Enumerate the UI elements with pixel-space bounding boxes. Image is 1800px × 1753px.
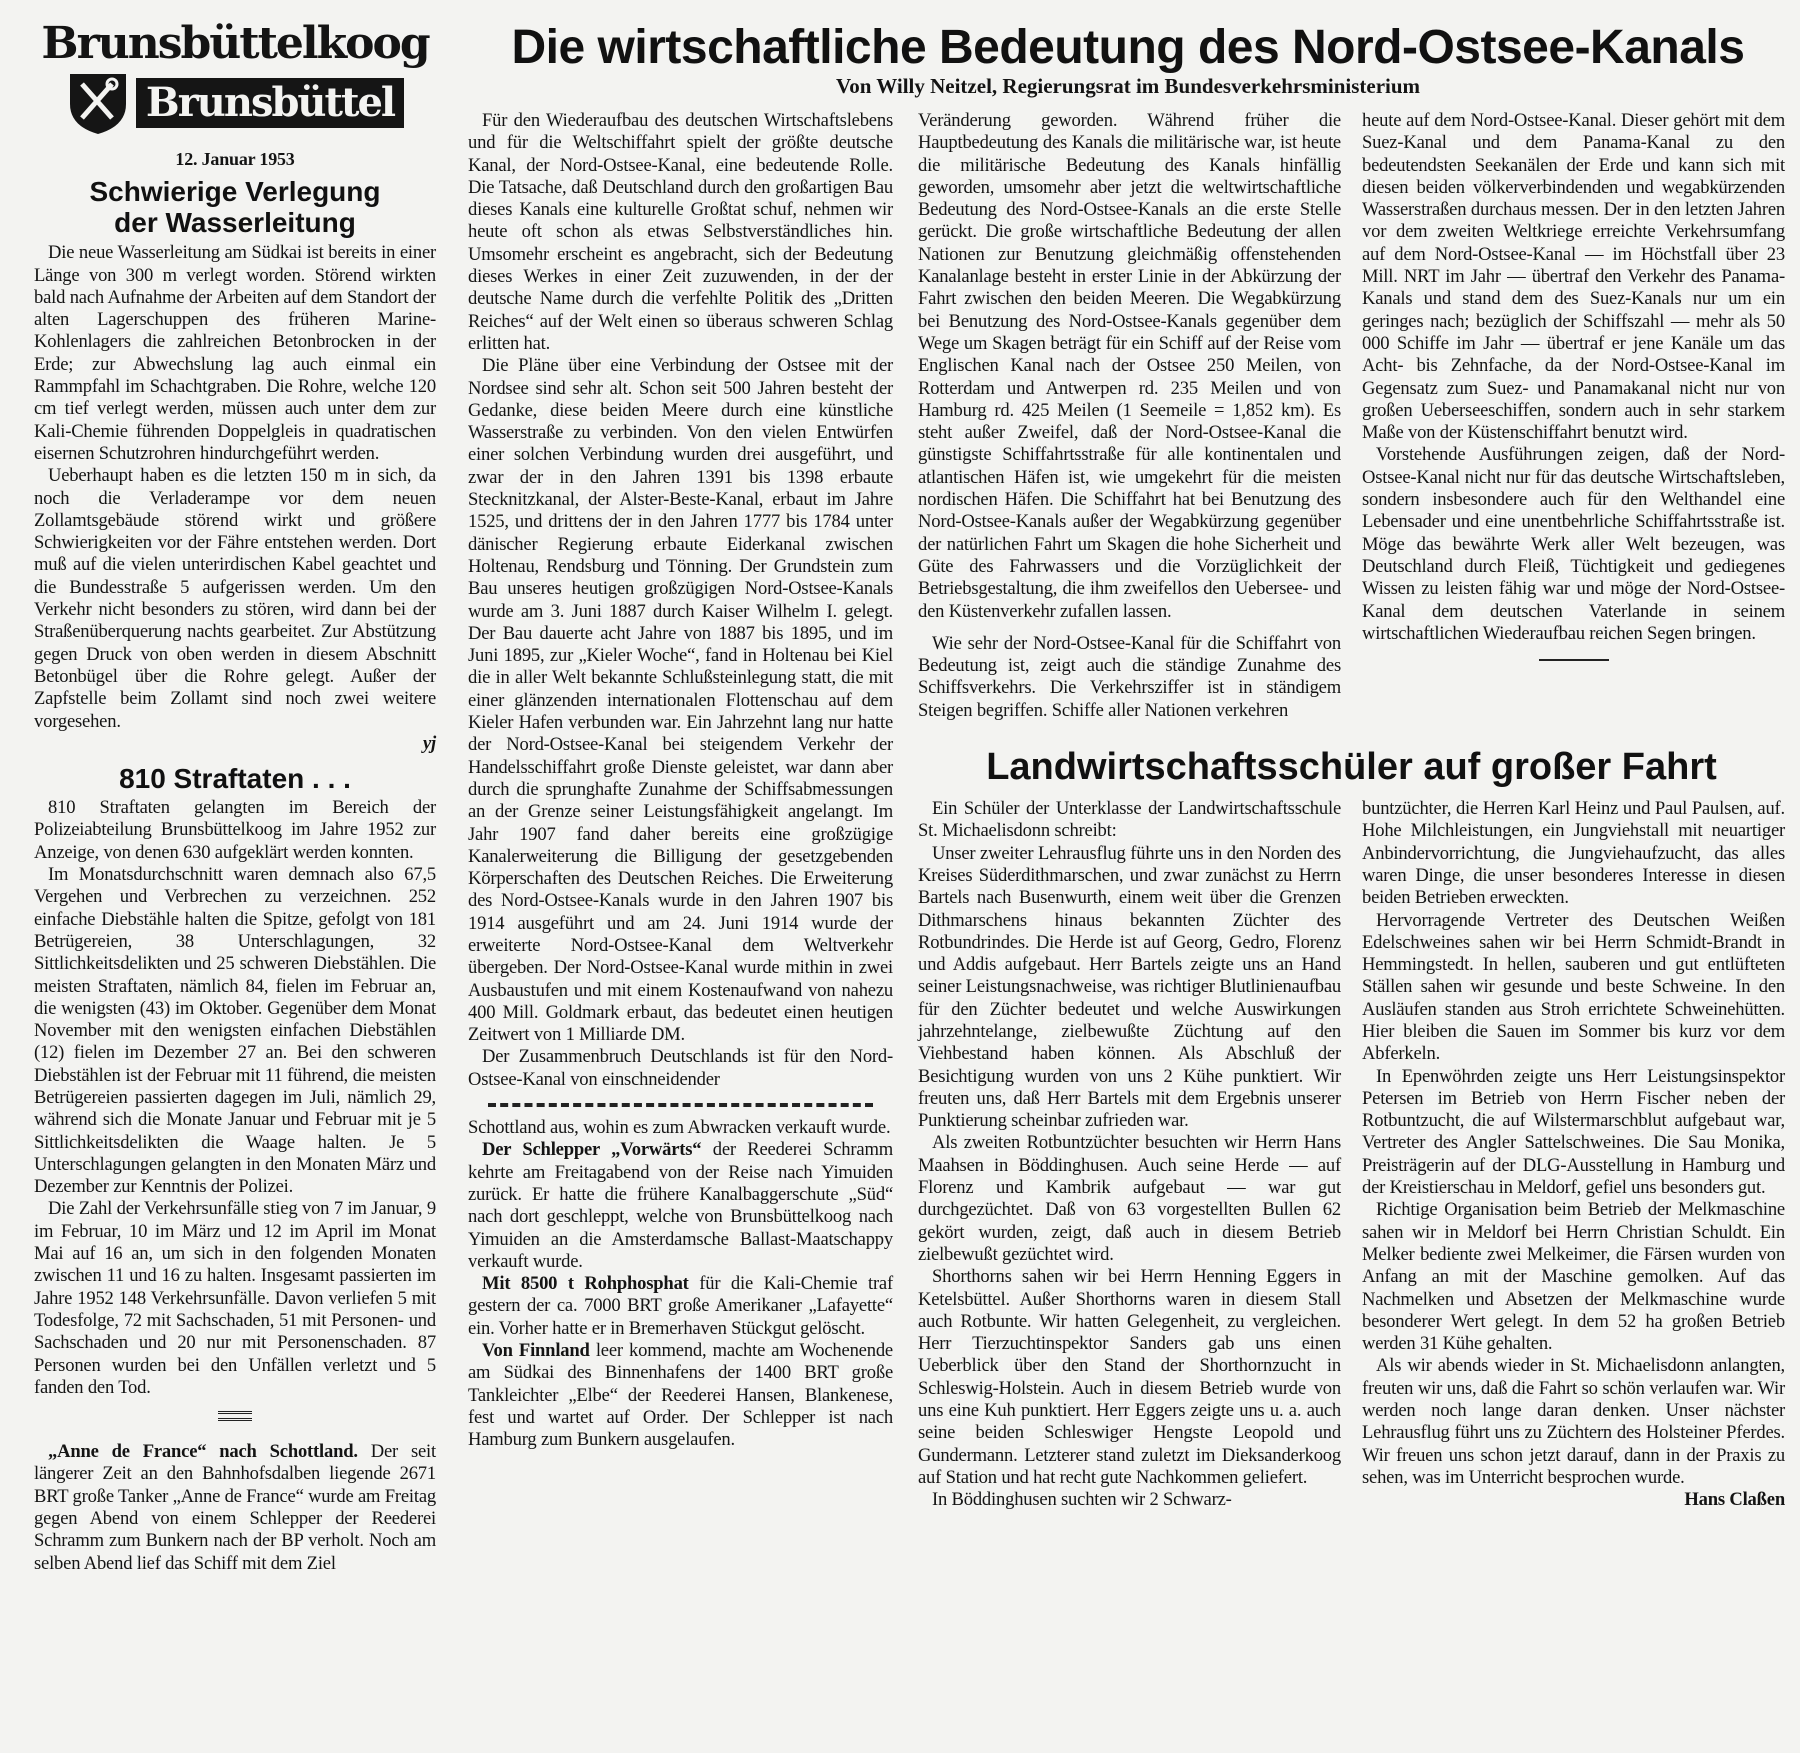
shipping-note: „Anne de France“ nach Schottland. Der seit längerer Zeit an den Bahnhofsdalben liegende 2671 BRT große Tanker „Anne de France“ wurde am Freitag gegen Abend von einem Schlepper der Reederei Schramm zum Bunkern nach der BP verholt. Noch am selben Abend lief das Schiff mit dem Ziel: [34, 1441, 437, 1574]
crime-paragraph: Im Monatsdurchschnitt waren demnach also 67,5 Vergehen und Verbrechen zu verzeichnen. 252 einfache Diebstähle halten die Spitze, gefolgt von 181 Betrügereien, 38 Unterschlagungen, 32 Sittlichkeitsdelikten und 25 schweren Diebstählen. Die meisten Straftaten, nämlich 84, fielen im Februar an, die wenigsten (43) im Oktober. Gegenüber dem Monat November mit den wenigsten einfachen Diebstählen (12) fielen im Dezember 27 an. Bei den schweren Diebstählen ist der Februar mit 11 führend, die meisten Betrügereien passierten dagegen im Juli, nämlich 29, während sich die Monate Januar und Februar mit je 5 Sittlichkeitsdelikten die Waage halten. Je 5 Unterschlagungen gelangten in den Monaten März und Dezember zur Kenntnis der Polizei.: [34, 864, 436, 1198]
farm-paragraph: Ein Schüler der Unterklasse der Landwirtschaftsschule St. Michaelisdonn schreibt:: [918, 798, 1341, 842]
farm-paragraph: Richtige Organisation beim Betrieb der Melkmaschine sahen wir in Meldorf bei Herrn Christian Schuldt. Ein Melker bediente zwei Melkeimer, die Färsen wurden von Anfang an mit der Maschine gemolken. Auf das Nachmelken und Absetzen der Melkmaschine wurde besonderer Wert gelegt. In dem 52 ha großen Betrieb werden 31 Kühe gehalten.: [1362, 1199, 1785, 1355]
coat-of-arms-icon: [66, 70, 130, 136]
column-2-divider: [488, 1103, 873, 1107]
farm-paragraph: In Böddinghusen suchten wir 2 Schwarz-: [932, 1489, 1232, 1511]
column-1: [34, 18, 436, 1575]
article-paragraph: Vorstehende Ausführungen zeigen, daß der Nord-Ostsee-Kanal nicht nur für das deutsche Wirtschaftsleben, sondern insbesondere auch für den Welthandel eine Lebensader und eine unentbehrliche Schiffahrtsstraße ist. Möge das bewährte Werk aller Welt bezeugen, was Deutschland durch Fleiß, Tüchtigkeit und gediegenes Wissen zu leisten fähig war und möge der Nord-Ostsee-Kanal dem deutschen Vaterlande in seinem wirtschaftlichen Wiederaufbau reichen Segen bringen.: [1362, 444, 1785, 644]
water-paragraph: Ueberhaupt haben es die letzten 150 m in sich, da noch die Verladerampe vor dem neuen Zollamtsgebäude störend wirkt und größere Schwierigkeiten vor der Fähre entstehen werden. Dort muß auf die vielen unterirdischen Kabel geachtet und die Bundesstraße 5 aufgerissen werden. Um den Verkehr nicht besonders zu stören, wird dann bei der Straßenüberquerung nachts gearbeitet. Zur Abstützung gegen Druck von oben werden in diesem Abschnitt Betonbügel über die Rohre gelegt. Außer der Zapfstelle beim Zollamt sind noch zwei weitere vorgesehen.: [34, 465, 436, 732]
farm-paragraph: Als wir abends wieder in St. Michaelisdonn anlangten, freuten wir uns, daß die Fahrt so schön verlaufen war. Wir werden noch lange daran denken. Unser nächster Lehrausflug führt uns zu Züchtern des Holsteiner Pferdes. Wir freuen uns schon jetzt darauf, dann in der Praxis zu sehen, was im Unterricht besprochen wurde.: [1362, 1355, 1785, 1488]
farm-columns: [918, 798, 1785, 1512]
right-area: [918, 110, 1785, 1512]
article-paragraph: Die Pläne über eine Verbindung der Ostsee mit der Nordsee sind sehr alt. Schon seit 500 Jahren besteht der Gedanke, diese beiden Meere durch eine künstliche Wasserstraße zu verbinden. Von den vielen Entwürfen einer solchen Verbindung wurden drei ausgeführt, und zwar der in den Jahren 1391 bis 1398 erbaute Stecknitzkanal, der Alster-Beste-Kanal, erbaut im Jahre 1525, und drittens der in den Jahren 1777 bis 1784 unter dänischer Regierung erbaute Eiderkanal zwischen Holtenau, Rendsburg und Tönning. Der Grundstein zum Bau unseres heutigen großzügigen Nord-Ostsee-Kanals wurde am 3. Juni 1887 durch Kaiser Wilhelm I. gelegt. Der Bau dauerte acht Jahre von 1887 bis 1895, und im Juni 1895, zur „Kieler Woche“, fand in Holtenau bei Kiel die in aller Welt bekannte Schlußsteinlegung statt, die mit einer glänzenden internationalen Flottenschau auf dem Kieler Hafen verbunden war. Ein Jahrzehnt lang nur hatte der Nord-Ostsee-Kanal bei steigendem Verkehr der Handelsschiffahrt große Dienste geleistet, war dann aber durch die sprunghafte Zunahme der Schiffsabmessungen an der Grenze seiner Leistungsfähigkeit angelangt. Im Jahr 1907 fand daher bereits eine großzügige Kanalerweiterung die Billigung der gesetzgebenden Körperschaften des Deutschen Reiches. Die Erweiterung des Nord-Ostsee-Kanals wurde in den Jahren 1907 bis 1914 ausgeführt und am 24. Juni 1914 wurde der erweiterte Nord-Ostsee-Kanal dem Weltverkehr übergeben. Der Nord-Ostsee-Kanal wurde mithin in zwei Ausbaustufen und mit einem Kostenaufwand von nahezu 400 Mill. Goldmark erbaut, das bedeutet einen heutigen Zeitwert von 1 Milliarde DM.: [468, 355, 893, 1046]
main-byline: Von Willy Neitzel, Regierungsrat im Bundesverkehrsministerium: [835, 74, 1421, 98]
farm-paragraph: Shorthorns sahen wir bei Herrn Henning Eggers in Ketelsbüttel. Außer Shorthorns waren in diesem Stall auch Rotbunte. Wir hatten Gelegenheit, zu vergleichen. Herr Tierzuchtinspektor Sanders gab uns einen Ueberblick über den Stand der Shorthornzucht in Schleswig-Holstein. Auch in diesem Betrieb wurde von uns eine Kuh punktiert. Herr Eggers zeigte uns u. a. auch seine beiden Schleswiger Hengste Leopold und Gundermann. Letzterer stand zuletzt im Dieksanderkoog auf Station und hat recht gute Nachkommen geliefert.: [918, 1266, 1341, 1488]
main-headline: Die wirtschaftliche Bedeutung des Nord-Ostsee-Kanals: [511, 21, 1745, 74]
column-2-lower: [468, 1117, 893, 1451]
farm-column-left: [918, 798, 1341, 1512]
article-paragraph: Für den Wiederaufbau des deutschen Wirtschaftslebens und für die Weltschiffahrt spielt der größte deutsche Kanal, der Nord-Ostsee-Kanal, eine bedeutende Rolle. Die Tatsache, daß Deutschland durch den großartigen Bau dieses Kanals eine kulturelle Großtat schuf, nehmen wir heute oft schon als etwas Selbstverständliches hin. Umsomehr erscheint es angebracht, sich der Bedeutung dieses Werkes in einer Zeit zuzuwenden, in der der deutsche Name durch die verfehlte Politik des „Dritten Reiches“ auf der Welt einen so überaus schweren Schlag erlitten hat.: [468, 110, 893, 354]
masthead-line2: Brunsbüttel: [136, 78, 404, 128]
farm-paragraph: buntzüchter, die Herren Karl Heinz und Paul Paulsen, auf. Hohe Milchleistungen, ein Jungviehstall mit neuartiger Anbindervorrichtung, die Jungviehaufzucht, das alles waren Dinge, die unser besonderes Interesse in diesen beiden Betrieben erweckten.: [1362, 798, 1785, 909]
farm-headline: Landwirtschaftsschüler auf großer Fahrt: [986, 746, 1717, 789]
crime-paragraph: 810 Straftaten gelangten im Bereich der Polizeiabteilung Brunsbüttelkoog im Jahre 1952 zur Anzeige, von denen 630 aufgeklärt werden konnten.: [34, 797, 436, 863]
water-paragraph: Die neue Wasserleitung am Südkai ist bereits in einer Länge von 300 m verlegt worden. Störend wirkten bald nach Aufnahme der Arbeiten auf dem Standort der alten Lagerschuppen des früheren Marine-Kohlenlagers die zahlreichen Betonbrocken in der Erde; zur Abwechslung lag auch einmal ein Rammpfahl im Schachtgraben. Die Rohre, welche 120 cm tief verlegt werden, müssen auch unter dem zur Kali-Chemie führenden Doppelgleis in quadratischen eisernen Schutzrohren hindurchgeführt werden.: [34, 242, 436, 464]
columns-3-4-top: [918, 110, 1785, 722]
shipping-note: Mit 8500 t Rohphosphat für die Kali-Chemie traf gestern der ca. 7000 BRT große Amerikaner „Lafayette“ ein. Vorher hatte er in Bremerhaven Stückgut gelöscht.: [468, 1273, 893, 1339]
article-paragraph: Wie sehr der Nord-Ostsee-Kanal für die Schiffahrt von Bedeutung ist, zeigt auch die ständige Zunahme des Schiffsverkehrs. Die Verkehrsziffer ist in ständigem Steigen begriffen. Schiffe aller Nationen verkehren: [918, 632, 1341, 721]
farm-paragraph: In Epenwöhrden zeigte uns Herr Leistungsinspektor Petersen im Betrieb von Herrn Fischer neben der Rotbuntzucht, die auf Wilstermarschblut aufgebaut war, Vertreter des Angler Sattelschweines. Die Sau Monika, Preisträgerin auf der DLG-Ausstellung in Hamburg und der Kreistierschau in Meldorf, gefiel uns besonders gut.: [1362, 1065, 1785, 1199]
farm-column-right: [1362, 798, 1785, 1512]
farm-signature: Hans Claßen: [1684, 1489, 1785, 1511]
article-paragraph: heute auf dem Nord-Ostsee-Kanal. Dieser gehört mit dem Suez-Kanal und dem Panama-Kanal zu den bedeutendsten Seekanälen der Erde und kann sich mit diesen beiden völkerverbindenden und wegabkürzenden Wasserstraßen durchaus messen. Der in den letzten Jahren vor dem zweiten Weltkriege erreichte Verkehrsumfang auf dem Nord-Ostsee-Kanal — im Höchstfall über 23 Mill. NRT im Jahr — übertraf den Verkehr des Panama-Kanals und stand dem des Suez-Kanals nur um ein geringes nach; bezüglich der Schiffszahl — mehr als 50 000 Schiffe im Jahr — übertraf er jene Kanäle um das Acht- bis Zehnfache, da der Nord-Ostsee-Kanal im Gegensatz zum Suez- und Panamakanal nicht nur von großen Ueberseeschiffen, sondern auch in sehr starkem Maße von der Küstenschiffahrt benutzt wird.: [1362, 110, 1785, 444]
column-4: [1362, 110, 1785, 661]
ornament-divider: [34, 1411, 436, 1421]
column-2: [468, 110, 893, 1452]
issue-date: 12. Januar 1953: [175, 149, 295, 169]
shipping-note: Der Schlepper „Vorwärts“ der Reederei Schramm kehrte am Freitagabend von der Reise nach Yimuiden zurück. Er hatte die frühere Kanalbaggerschute „Süd“ nach dort geschleppt, welche von Brunsbüttelkoog nach Yimuiden an die Amsterdamsche Ballast-Maatschappy verkauft wurde.: [468, 1139, 893, 1272]
masthead-line1: Brunsbüttelkoog: [41, 18, 429, 69]
water-signature: yj: [422, 732, 436, 754]
water-headline: Schwierige Verlegung der Wasserleitung: [89, 176, 381, 239]
column-3: [918, 110, 1341, 722]
article-paragraph: Der Zusammenbruch Deutschlands ist für den Nord-Ostsee-Kanal von einschneidender: [468, 1046, 893, 1090]
shipping-note: Schottland aus, wohin es zum Abwracken verkauft wurde.: [468, 1117, 891, 1139]
article-paragraph: Veränderung geworden. Während früher die Hauptbedeutung des Kanals die militärische war, ist heute die militärische Bedeutung des Kanals hinfällig geworden, umsomehr aber jetzt die weltwirtschaftliche Bedeutung des Nord-Ostsee-Kanals an die erste Stelle gerückt. Die große wirtschaftliche Bedeutung der allen Nationen zur Benutzung gleichmäßig offenstehenden Kanalanlage besteht in erster Linie in der Abkürzung der Fahrt zwischen den beiden Meeren. Die Wegabkürzung bei Benutzung des Nord-Ostsee-Kanals gegenüber dem Wege um Skagen beträgt für ein Schiff auf der Reise vom Englischen Kanal nach der Ostsee 250 Meilen, von Rotterdam und Antwerpen rd. 235 Meilen und von Hamburg rd. 425 Meilen (1 Seemeile = 1,852 km). Es steht außer Zweifel, daß der Nord-Ostsee-Kanal die günstigste Schiffahrtsstraße für alle kontinentalen und atlantischen Häfen ist, wie umgekehrt für die meisten nordischen Häfen. Die Schiffahrt hat bei Benutzung des Nord-Ostsee-Kanals außer der Wegabkürzung gegenüber der natürlichen Fahrt um Skagen die hohe Sicherheit und Güte des Fahrwassers und die Vorzüglichkeit der Betriebsgestaltung, die ihm zweifellos den Uebersee- und den Küstenverkehr zufallen lassen.: [918, 110, 1341, 622]
farm-paragraph: Unser zweiter Lehrausflug führte uns in den Norden des Kreises Süderdithmarschen, und zwar zunächst zu Herrn Bartels nach Busenwurth, einem weit über die Grenzen Dithmarschens hinaus bekannten Züchter des Rotbundrindes. Die Herde ist auf Georg, Gedro, Florenz und Addis aufgebaut. Herr Bartels zeigte uns an Hand seiner Leistungsnachweise, was richtiger Blutlinienaufbau für den Züchter bedeutet und welche Auswirkungen jahrzehntelange, zielbewußte Züchtung auf den Viehbestand haben können. Als Abschluß der Besichtigung wurden von uns 2 Kühe punktiert. Wir freuten uns, daß Herr Bartels mit dem Ergebnis unserer Punktierung scheinbar zufrieden war.: [918, 842, 1341, 1132]
farm-paragraph: Hervorragende Vertreter des Deutschen Weißen Edelschweines sahen wir bei Herrn Schmidt-Brandt in Hemmingstedt. In hellen, sauberen und gut entlüfteten Ställen sahen wir gesunde und beste Schweine. In den Ausläufen standen aus Stroh errichtete Schweinehütten. Hier bleiben die Sauen im Sommer bis kurz vor dem Abferkeln.: [1362, 909, 1785, 1065]
masthead: [34, 18, 436, 138]
farm-paragraph: Als zweiten Rotbuntzüchter besuchten wir Herrn Hans Maahsen in Böddinghusen. Auch seine Herde — auf Florenz und Kambrik aufgebaut — war gut durchgezüchtet. Daß von 63 vorgestellten Bullen 62 gekört wurden, zeigt, daß auch in diesem Betrieb zielbewußt gezüchtet wird.: [918, 1132, 1341, 1265]
crime-paragraph: Die Zahl der Verkehrsunfälle stieg von 7 im Januar, 9 im Februar, 10 im März und 12 im April im Monat Mai auf 16 an, um sich in den folgenden Monaten zwischen 11 und 16 zu halten. Insgesamt passierten im Jahre 1952 148 Verkehrsunfälle. Davon verliefen 5 mit Todesfolge, 72 mit Sachschaden, 51 mit Personen- und Sachschaden und 20 nur mit Personenschaden. 87 Personen wurden bei den Unfällen verletzt und 5 fanden den Tod.: [34, 1198, 436, 1398]
shipping-note: Von Finnland leer kommend, machte am Wochenende am Südkai des Binnenhafens der 1400 BRT große Tankleichter „Elbe“ der Reederei Hansen, Blankenese, fest und wartet auf Order. Der Schlepper ist nach Hamburg zum Bunkern ausgelaufen.: [468, 1340, 893, 1451]
crime-headline: 810 Straftaten . . .: [119, 763, 351, 795]
article-end-rule: [1539, 659, 1609, 661]
